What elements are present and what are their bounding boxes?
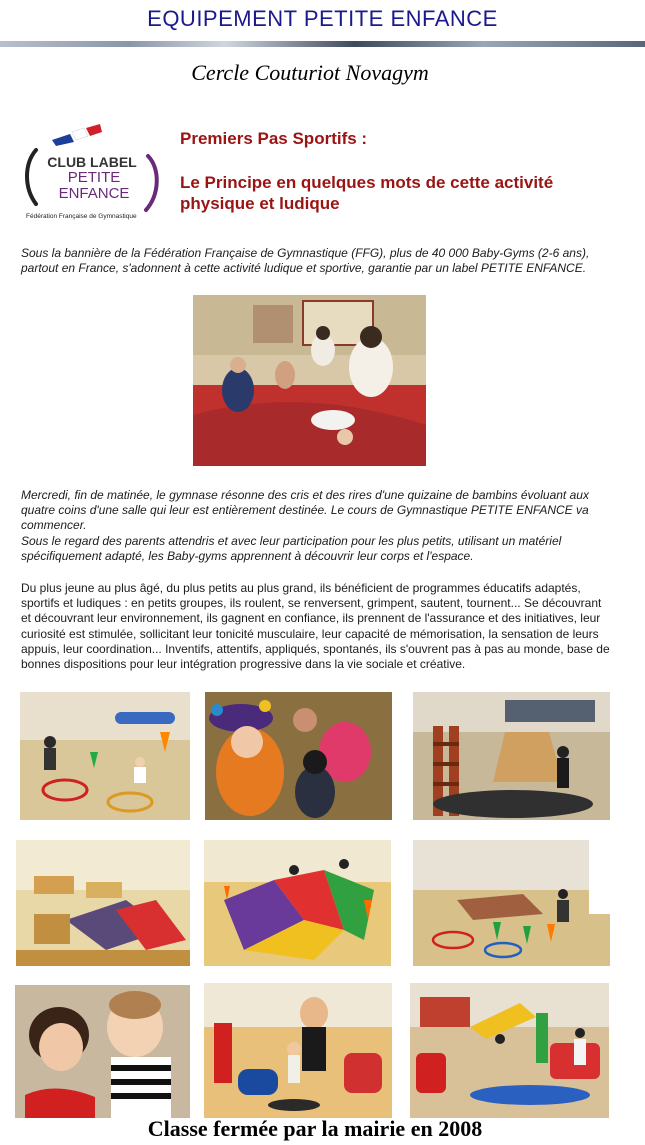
gallery-photo-4 xyxy=(16,840,190,966)
gallery-photo-9 xyxy=(410,983,609,1118)
heading-subtitle: Le Principe en quelques mots de cette activité physique et ludique xyxy=(180,173,554,213)
gallery-photo-3 xyxy=(413,692,610,820)
club-name: Cercle Couturiot Novagym xyxy=(191,60,429,85)
logo-line2: PETITE xyxy=(67,169,121,186)
gallery-photo-7 xyxy=(15,985,190,1118)
logo-federation: Fédération Française de Gymnastique xyxy=(26,213,137,220)
logo-line1: CLUB LABEL xyxy=(47,154,137,170)
heading-title: Premiers Pas Sportifs : xyxy=(180,129,368,148)
wednesday-paragraph-part1: Mercredi, fin de matinée, le gymnase résonne des cris et des rires d'une quizaine de bambins évoluant aux quatre coins d'une salle qui leur est entièrement destinée. Le cours de Gymnastique PETITE ENFANCE va commencer. xyxy=(21,488,589,533)
gallery-photo-2 xyxy=(205,692,392,820)
programs-paragraph: Du plus jeune au plus âgé, du plus petits au plus grand, ils bénéficient de programmes éducatifs adaptés, sportifs et ludiques : en petits groupes, ils roulent, se renversent, grimpent, sautent, tournent... Se découvrant et découvrant leur environnement, ils gagnent en confiance, ils prennent de l'assurance et des initiatives, leur curiosité est stimulée, sollicitant leur tonicité musculaire, leur capacité de mémorisation, la sensation de leurs appuis, leur coordination... Inventifs, attentifs, appliqués, spontanés, ils s'ouvrent pas à pas au monde, base de bonnes dispositions pour leur intégration progressive dans la vie sociale et créative. xyxy=(21,581,610,672)
logo-line3: ENFANCE xyxy=(58,185,130,202)
intro-paragraph: Sous la bannière de la Fédération Française de Gymnastique (FFG), plus de 40 000 Baby-Gyms (2-6 ans), partout en France, s'adonnent à cette activité ludique et sportive, garantie par un label PETITE ENFANCE. xyxy=(21,246,590,276)
page-title: EQUIPEMENT PETITE ENFANCE xyxy=(147,6,498,31)
wednesday-paragraph xyxy=(21,488,606,564)
header-divider xyxy=(0,41,645,47)
main-photo-gym-class xyxy=(193,295,426,466)
wednesday-paragraph-part2: Sous le regard des parents attendris et avec leur participation pour les plus petits, utilisant un matériel spécifiquement adapté, les Baby-gyms apprennent à découvrir leur corps et l'espace. xyxy=(21,533,562,563)
gallery-photo-1 xyxy=(20,692,190,820)
gallery-photo-8 xyxy=(204,983,392,1118)
gallery-photo-5 xyxy=(204,840,391,966)
section-heading xyxy=(180,128,600,214)
footer-notice: Classe fermée par la mairie en 2008 xyxy=(147,1116,483,1141)
club-label-logo xyxy=(22,124,172,224)
gallery-photo-6 xyxy=(413,840,610,966)
